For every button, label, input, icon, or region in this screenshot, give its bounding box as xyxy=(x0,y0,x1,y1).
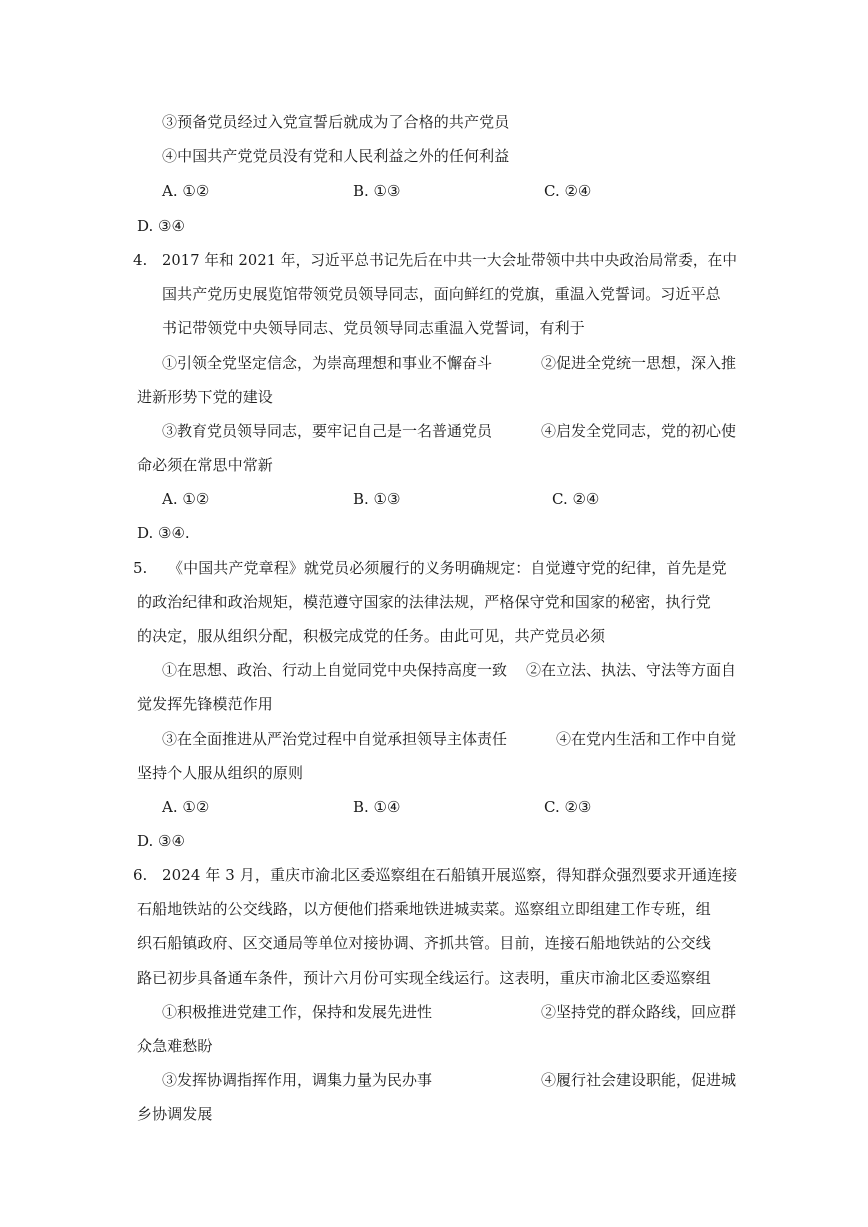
q6-number: 6. xyxy=(133,866,148,884)
q6-stem-line-4: 路已初步具备通车条件，预计六月份可实现全线运行。这表明，重庆市渝北区委巡察组 xyxy=(137,969,711,987)
q3-statement-4: ④中国共产党党员没有党和人民利益之外的任何利益 xyxy=(162,147,510,165)
q6-statement-3: ③发挥协调指挥作用，调集力量为民办事 xyxy=(162,1071,433,1089)
q6-statement-2-cont: 众急难愁盼 xyxy=(137,1037,213,1055)
q4-statement-row-2 xyxy=(162,421,736,441)
q3-option-a: A. ①② xyxy=(162,182,210,200)
q5-option-a: A. ①② xyxy=(162,798,210,816)
q5-option-d: D. ③④ xyxy=(137,832,185,850)
q4-statement-4-cont: 命必须在常思中常新 xyxy=(137,456,273,474)
q5-statement-4-cont: 坚持个人服从组织的原则 xyxy=(137,764,304,782)
q4-statement-row-1 xyxy=(162,353,736,373)
q5-statement-row-1 xyxy=(162,660,736,680)
q6-statement-1: ①积极推进党建工作，保持和发展先进性 xyxy=(162,1003,433,1021)
q3-option-b: B. ①③ xyxy=(353,182,401,200)
q5-statement-3: ③在全面推进从严治党过程中自觉承担领导主体责任 xyxy=(162,730,508,748)
q5-statement-row-2 xyxy=(162,729,736,749)
q4-option-b: B. ①③ xyxy=(353,490,401,508)
q5-statement-4: ④在党内生活和工作中自觉 xyxy=(555,730,736,748)
q4-statement-2: ②促进全党统一思想，深入推 xyxy=(540,354,736,372)
q4-option-c: C. ②④ xyxy=(552,490,600,508)
q4-stem-line-1: 2017 年和 2021 年，习近平总书记先后在中共一大会址带领中共中央政治局常委，在中 xyxy=(162,251,738,269)
q6-statement-row-1 xyxy=(162,1002,736,1022)
q6-statement-4: ④履行社会建设职能，促进城 xyxy=(540,1071,736,1089)
q6-stem-line-3: 织石船镇政府、区交通局等单位对接协调、齐抓共管。目前，连接石船地铁站的公交线 xyxy=(137,934,711,952)
q4-statement-2-cont: 进新形势下党的建设 xyxy=(137,388,273,406)
q5-number: 5. xyxy=(133,559,148,577)
q5-stem-line-3: 的决定，服从组织分配，积极完成党的任务。由此可见，共产党员必须 xyxy=(137,627,606,645)
q4-option-a: A. ①② xyxy=(162,490,210,508)
q3-statement-3: ③预备党员经过入党宣誓后就成为了合格的共产党员 xyxy=(162,113,510,131)
q4-statement-1: ①引领全党坚定信念，为崇高理想和事业不懈奋斗 xyxy=(162,354,493,372)
q6-stem-line-1: 2024 年 3 月，重庆市渝北区委巡察组在石船镇开展巡察，得知群众强烈要求开通连接 xyxy=(162,866,738,884)
q3-option-d: D. ③④ xyxy=(137,217,185,235)
q6-stem-line-2: 石船地铁站的公交线路，以方便他们搭乘地铁进城卖菜。巡察组立即组建工作专班，组 xyxy=(137,900,711,918)
q5-option-c: C. ②③ xyxy=(544,798,592,816)
q4-stem-line-3: 书记带领党中央领导同志、党员领导同志重温入党誓词，有利于 xyxy=(162,319,585,337)
q4-number: 4. xyxy=(133,251,148,269)
q6-statement-4-cont: 乡协调发展 xyxy=(137,1105,213,1123)
q4-option-d: D. ③④. xyxy=(137,524,190,542)
q5-stem-line-1: 《中国共产党章程》就党员必须履行的义务明确规定：自觉遵守党的纪律，首先是党 xyxy=(168,559,727,577)
q4-stem-line-2: 国共产党历史展览馆带领党员领导同志，面向鲜红的党旗，重温入党誓词。习近平总 xyxy=(162,285,721,303)
q5-statement-1: ①在思想、政治、行动上自觉同党中央保持高度一致 xyxy=(162,661,508,679)
q6-statement-2: ②坚持党的群众路线，回应群 xyxy=(540,1003,736,1021)
q4-statement-4: ④启发全党同志，党的初心使 xyxy=(540,422,736,440)
q5-statement-2-cont: 觉发挥先锋模范作用 xyxy=(137,695,273,713)
q6-statement-row-2 xyxy=(162,1070,736,1090)
q5-option-b: B. ①④ xyxy=(353,798,401,816)
q5-stem-line-2: 的政治纪律和政治规矩，模范遵守国家的法律法规，严格保守党和国家的秘密，执行党 xyxy=(137,593,711,611)
q3-option-c: C. ②④ xyxy=(544,182,592,200)
q4-statement-3: ③教育党员领导同志，要牢记自己是一名普通党员 xyxy=(162,422,493,440)
q5-statement-2: ②在立法、执法、守法等方面自 xyxy=(525,661,736,679)
